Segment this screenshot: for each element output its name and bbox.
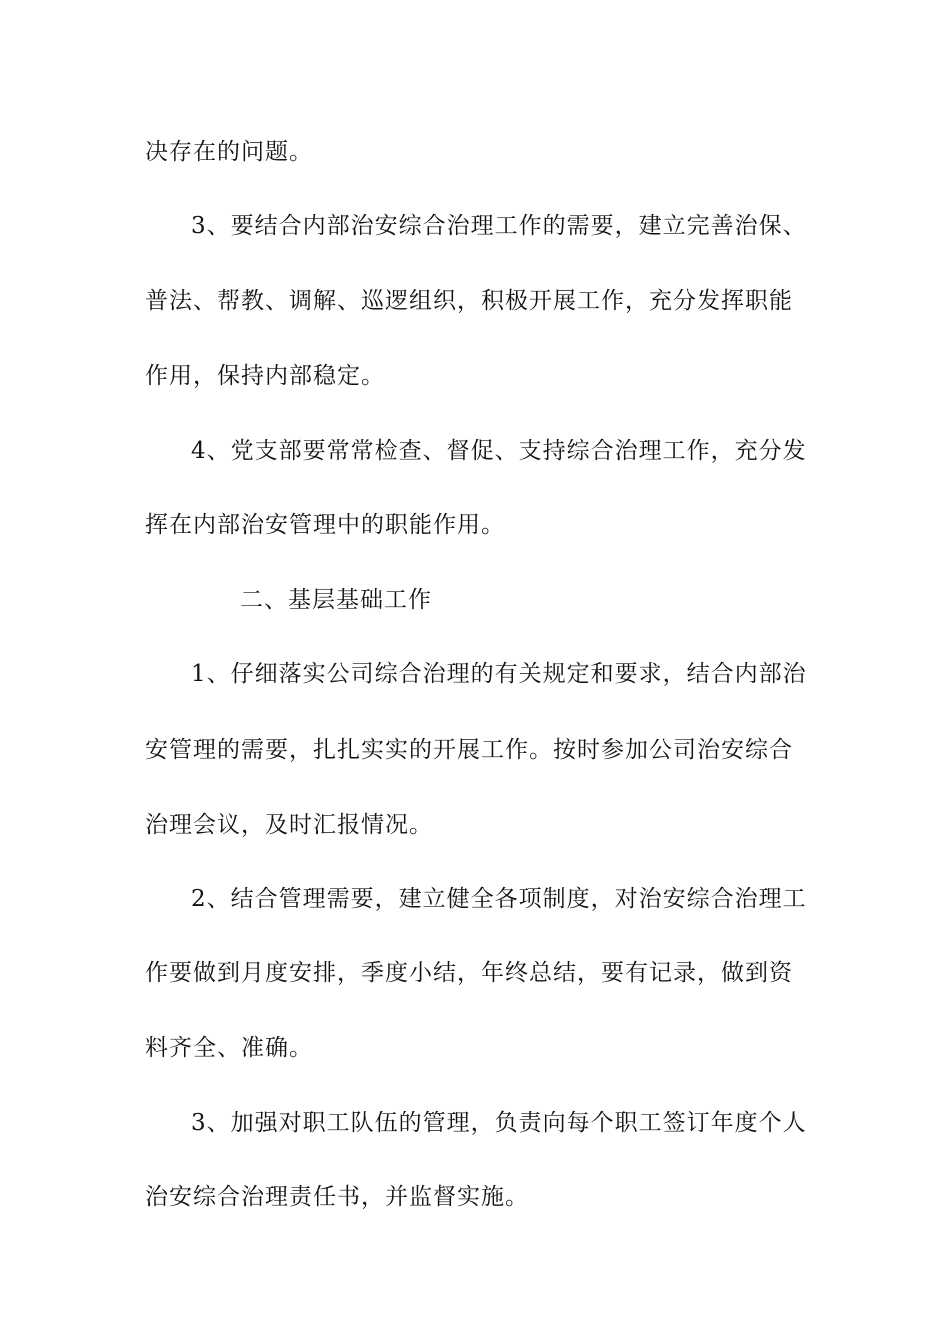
text-line: 3、要结合内部治安综合治理工作的需要，建立完善治保、 xyxy=(191,213,807,239)
text-line: 治安综合治理责任书，并监督实施。 xyxy=(145,1184,529,1210)
section-heading: 二、基层基础工作 xyxy=(240,587,432,613)
text-line: 3、加强对职工队伍的管理，负责向每个职工签订年度个人 xyxy=(191,1110,807,1136)
text-line: 料齐全、准确。 xyxy=(145,1035,313,1061)
text-line: 安管理的需要，扎扎实实的开展工作。按时参加公司治安综合 xyxy=(145,737,793,763)
text-line: 作用，保持内部稳定。 xyxy=(145,363,385,389)
text-line: 4、党支部要常常检查、督促、支持综合治理工作，充分发 xyxy=(191,438,807,464)
text-line: 决存在的问题。 xyxy=(145,139,313,165)
text-line: 普法、帮教、调解、巡逻组织，积极开展工作，充分发挥职能 xyxy=(145,288,793,314)
text-line: 作要做到月度安排，季度小结，年终总结，要有记录，做到资 xyxy=(145,960,793,986)
text-line: 治理会议，及时汇报情况。 xyxy=(145,812,433,838)
text-line: 挥在内部治安管理中的职能作用。 xyxy=(145,512,505,538)
text-line: 2、结合管理需要，建立健全各项制度，对治安综合治理工 xyxy=(191,886,807,912)
text-line: 1、仔细落实公司综合治理的有关规定和要求，结合内部治 xyxy=(191,661,807,687)
